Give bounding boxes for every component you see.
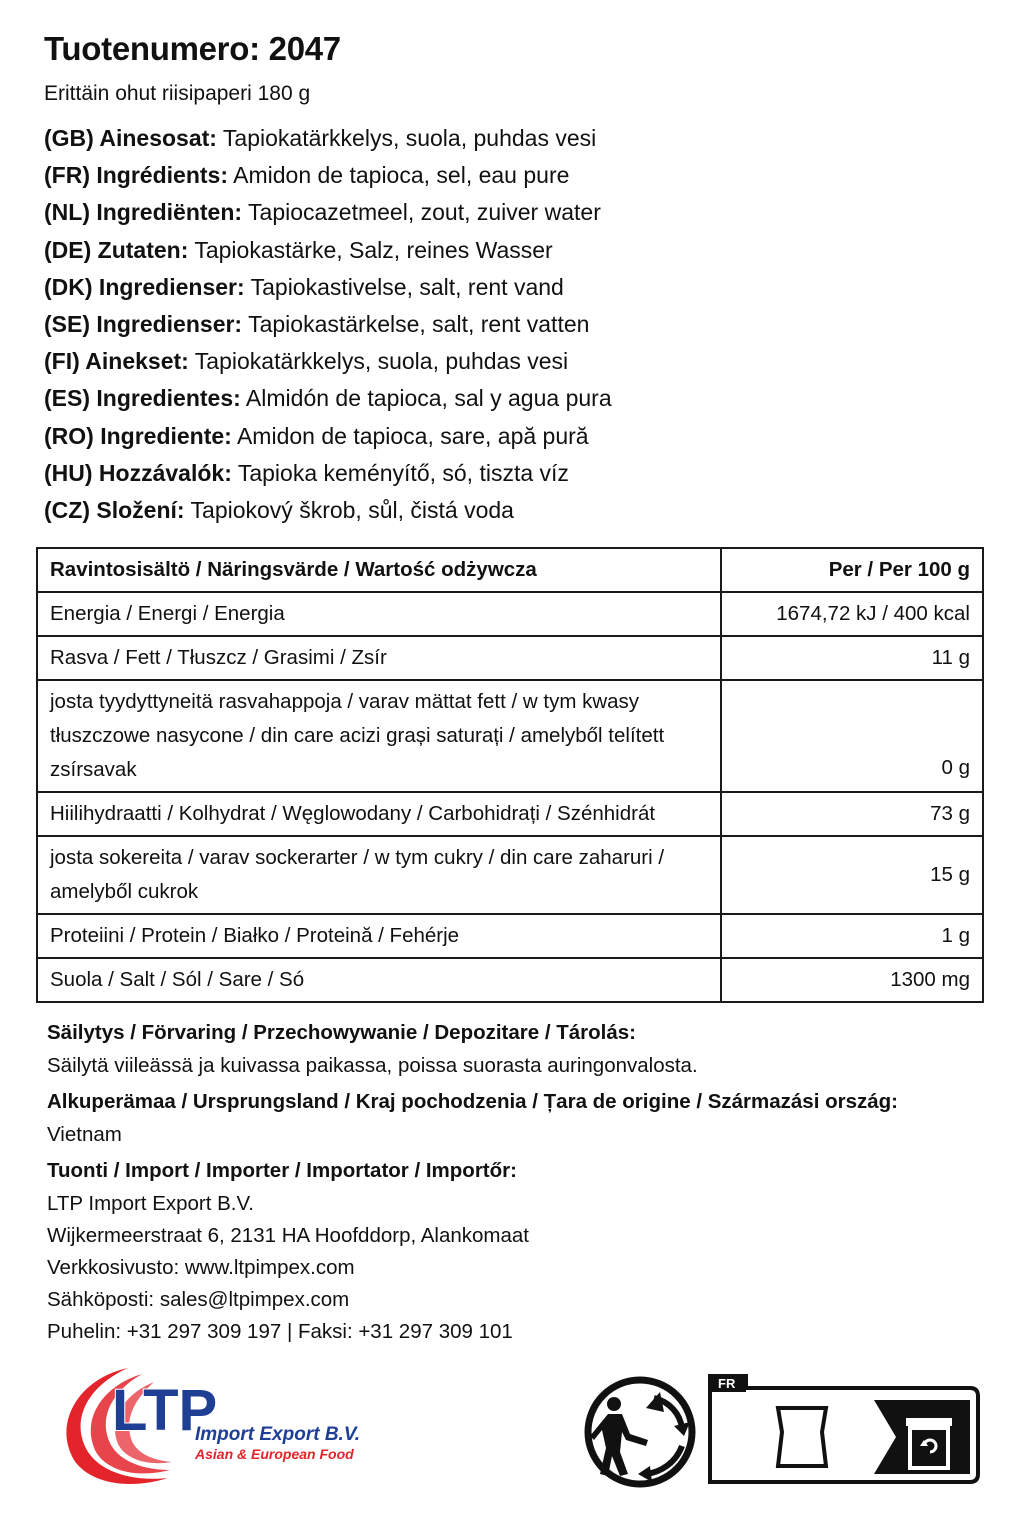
ingredient-line: (ES) Ingredientes: Almidón de tapioca, sal y agua pura	[44, 385, 612, 412]
nutrient-value-cell	[721, 680, 983, 792]
product-number-title: Tuotenumero: 2047	[44, 30, 341, 67]
table-row	[37, 836, 983, 914]
origin-heading: Alkuperämaa / Ursprungsland / Kraj pochodzenia / Țara de origine / Származási ország:	[47, 1090, 898, 1113]
nutrient-label: Suola / Salt / Sól / Sare / Só	[37, 958, 721, 1002]
ingredient-line: (DE) Zutaten: Tapiokastärke, Salz, reines Wasser	[44, 236, 553, 263]
nutrient-label: josta tyydyttyneitä rasvahappoja / varav mättat fett / w tym kwasy tłuszczowe nasycone / din care acizi grași saturați / amelyből telített zsírsavak	[37, 680, 721, 792]
ingredient-line: (CZ) Složení: Tapiokový škrob, sůl, čistá voda	[44, 496, 514, 523]
storage-heading: Säilytys / Förvaring / Przechowywanie / Depozitare / Tárolás:	[47, 1021, 636, 1044]
nutrient-label: josta sokereita / varav sockerarter / w tym cukry / din care zaharuri / amelyből cukrok	[37, 836, 721, 914]
origin-text: Vietnam	[47, 1123, 122, 1146]
storage-text: Säilytä viileässä ja kuivassa paikassa, poissa suorasta auringonvalosta.	[47, 1054, 698, 1077]
table-row	[37, 792, 983, 836]
triman-icon	[588, 1380, 692, 1484]
ingredient-line: (GB) Ainesosat: Tapiokatärkkelys, suola, puhdas vesi	[44, 125, 597, 151]
logo-line2: Asian & European Food	[195, 1446, 354, 1462]
nutrient-label: Proteiini / Protein / Białko / Proteină / Fehérje	[37, 914, 721, 958]
nutrient-value: 15 g	[721, 836, 983, 914]
nutrient-value: 1674,72 kJ / 400 kcal	[721, 592, 983, 636]
ltp-logo	[50, 1360, 380, 1490]
importer-website: Verkkosivusto: www.ltpimpex.com	[47, 1256, 355, 1279]
table-row	[37, 958, 983, 1002]
importer-phone: Puhelin: +31 297 309 197 | Faksi: +31 297 309 101	[47, 1320, 513, 1343]
ingredient-line: (RO) Ingrediente: Amidon de tapioca, sare, apă pură	[44, 422, 589, 449]
ingredient-line: (NL) Ingrediënten: Tapiocazetmeel, zout, zuiver water	[44, 199, 601, 226]
ingredient-line: (DK) Ingredienser: Tapiokastivelse, salt, rent vand	[44, 273, 564, 300]
importer-address: Wijkermeerstraat 6, 2131 HA Hoofddorp, Alankomaat	[47, 1224, 529, 1247]
ingredient-line: (FI) Ainekset: Tapiokatärkkelys, suola, puhdas vesi	[44, 348, 569, 375]
nutrition-header-row	[37, 548, 983, 592]
nutrient-value: 1 g	[721, 914, 983, 958]
logo-mark: LTP	[112, 1378, 218, 1443]
importer-email: Sähköposti: sales@ltpimpex.com	[47, 1288, 350, 1311]
nutrient-value: 73 g	[721, 792, 983, 836]
table-row	[37, 680, 983, 792]
package-icon	[778, 1408, 826, 1466]
product-info	[47, 1016, 987, 1348]
logo-line1: Import Export B.V.	[195, 1424, 361, 1445]
importer-name: LTP Import Export B.V.	[47, 1192, 254, 1215]
fr-sorting-box	[710, 1374, 978, 1482]
ingredient-line: (FR) Ingrédients: Amidon de tapioca, sel, eau pure	[44, 162, 570, 189]
product-name: Erittäin ohut riisipaperi 180 g	[44, 82, 311, 105]
table-row	[37, 914, 983, 958]
ingredients-list	[44, 120, 1004, 529]
nutrition-header-value: Per / Per 100 g	[721, 548, 983, 592]
nutrition-table	[36, 547, 984, 1003]
nutrient-value: 1300 mg	[721, 958, 983, 1002]
nutrient-value: 0 g	[941, 756, 970, 779]
ingredient-line: (HU) Hozzávalók: Tapioka keményítő, só, tiszta víz	[44, 459, 569, 486]
nutrient-label: Energia / Energi / Energia	[37, 592, 721, 636]
nutrient-value: 11 g	[721, 636, 983, 680]
country-code: FR	[718, 1376, 736, 1391]
recycling-info	[578, 1370, 982, 1488]
nutrition-header-label: Ravintosisältö / Näringsvärde / Wartość odżywcza	[37, 548, 721, 592]
nutrient-label: Rasva / Fett / Tłuszcz / Grasimi / Zsír	[37, 636, 721, 680]
ingredient-line: (SE) Ingredienser: Tapiokastärkelse, salt, rent vatten	[44, 310, 590, 337]
table-row	[37, 592, 983, 636]
importer-heading: Tuonti / Import / Importer / Importator / Importőr:	[47, 1159, 517, 1182]
nutrient-label: Hiilihydraatti / Kolhydrat / Węglowodany / Carbohidrați / Szénhidrát	[37, 792, 721, 836]
table-row	[37, 636, 983, 680]
